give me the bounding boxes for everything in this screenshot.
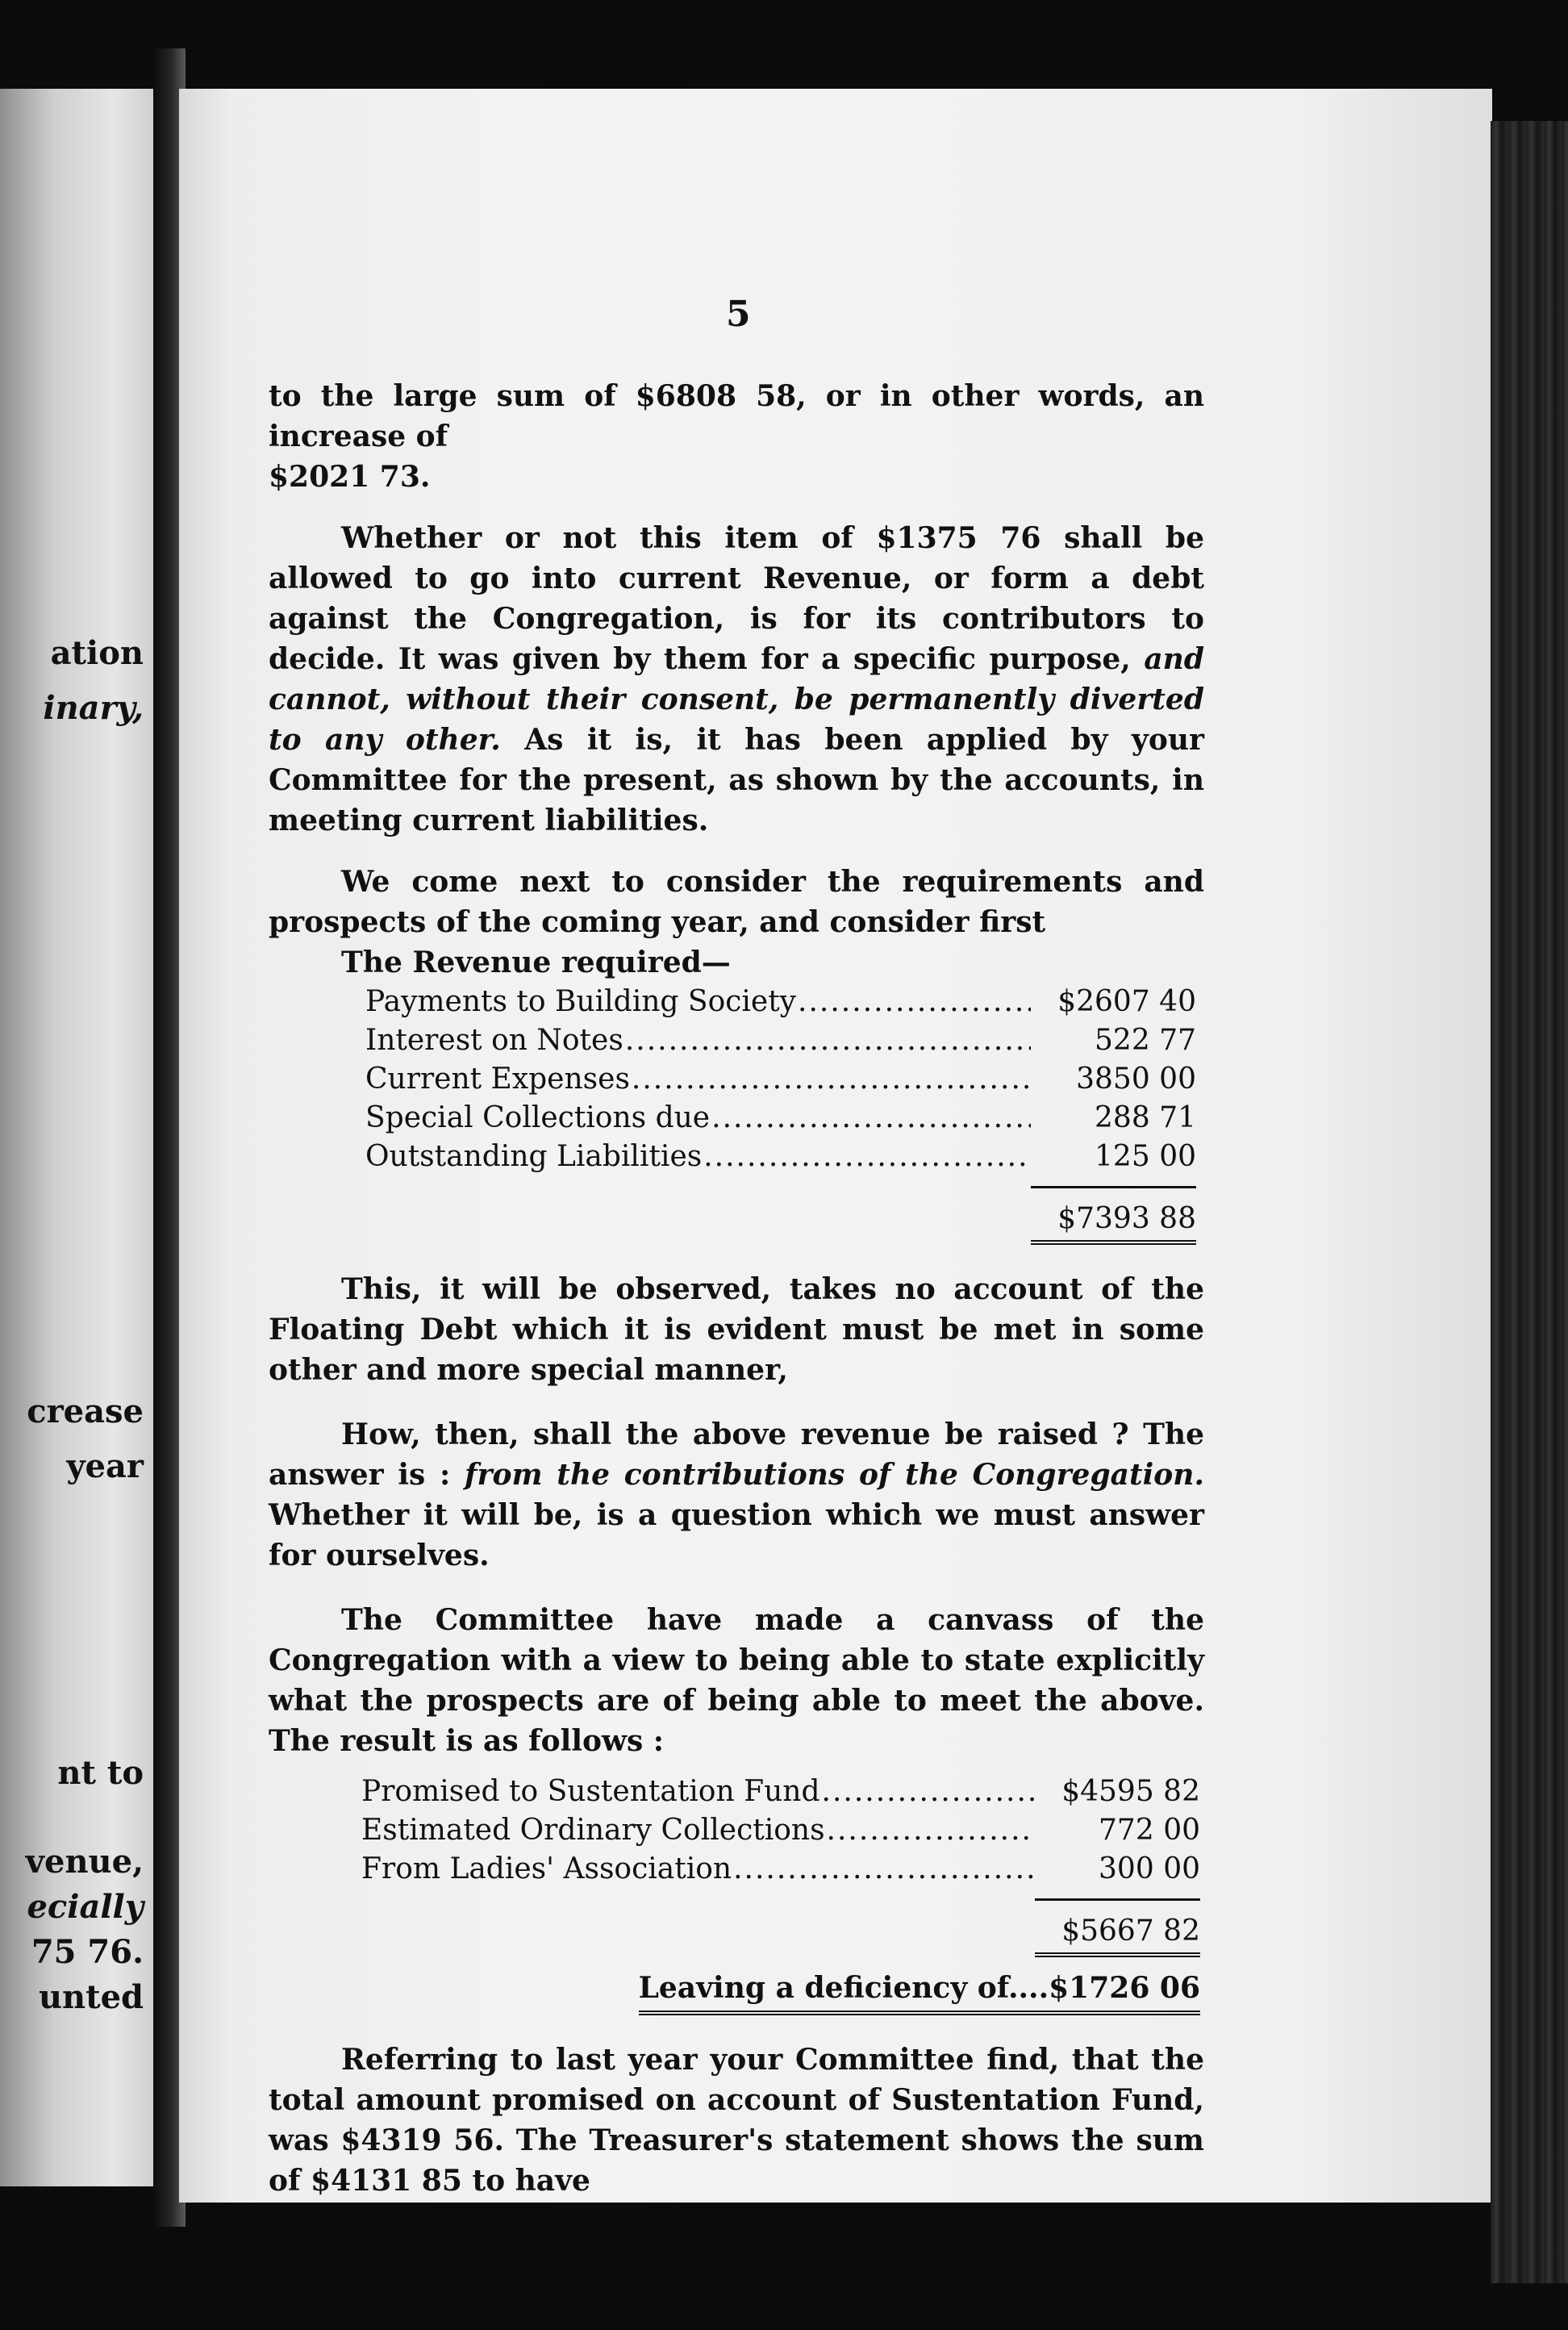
book-cover-edge: [1491, 121, 1568, 2283]
ledger-total-row: [361, 1889, 1200, 1957]
left-page-fragment: crease: [27, 1393, 144, 1430]
revenue-ledger: [365, 983, 1196, 1245]
left-page-fragment: 75 76.: [31, 1933, 144, 1971]
page-content: [269, 376, 1204, 2201]
italic-phrase: and cannot, without their consent, be permanently diverted to any other.: [269, 642, 1204, 757]
promise-total: $5667 82: [1035, 1898, 1200, 1957]
left-page-fragment: venue,: [25, 1843, 144, 1881]
paragraph-text: As it is, it has been applied by your Committee for the present, as shown by the accounts, in meeting current liabilities.: [269, 723, 1205, 837]
ledger-leader-dots: [825, 1811, 1035, 1850]
ledger-label: Promised to Sustentation Fund: [361, 1775, 820, 1808]
ledger-leader-dots: [820, 1773, 1036, 1811]
ledger-leader-dots: [702, 1138, 1031, 1176]
ledger-amount: 522 77: [1095, 1024, 1196, 1057]
paragraph-text: Whether or not this item of $1375 76 shall be allowed to go into current Revenue, or form a debt against the Congregation, is for its contributors to decide. It was given by them for a specific purpose,: [269, 521, 1204, 676]
deficiency-line: [639, 1969, 1200, 2015]
opening-line: to the large sum of $6808 58, or in other words, an increase of: [269, 379, 1204, 453]
ledger-amount: $4595 82: [1061, 1775, 1200, 1808]
left-page-fragment: nt to: [57, 1754, 144, 1792]
left-page-fragment: ation: [50, 634, 144, 672]
ledger-label: From Ladies' Association: [361, 1852, 732, 1885]
deficiency-amount: $1726 06: [1049, 1971, 1200, 2005]
ledger-row: [365, 1021, 1196, 1060]
ledger-total-row: [365, 1176, 1196, 1245]
ledger-label: Outstanding Liabilities: [365, 1140, 703, 1173]
italic-phrase: from the contributions of the Congregation.: [465, 1458, 1204, 1492]
ledger-leader-dots: [630, 1060, 1031, 1099]
paragraph-floating-debt: This, it will be observed, takes no account of the Floating Debt which it is evident must be met in some other and more special manner,: [269, 1272, 1204, 1387]
paragraph-last-year: Referring to last year your Committee find, that the total amount promised on account of Sustentation Fund, was $4319 56. The Treasurer's statement shows the sum of $4131 85 to have: [269, 2043, 1204, 2198]
left-page-fragment: inary,: [43, 689, 144, 727]
ledger-row: [365, 1099, 1196, 1138]
paragraph-how-raised: [269, 1414, 1204, 1576]
paragraph-text: Whether it will be, is a question which we must answer for ourselves.: [269, 1498, 1204, 1572]
ledger-amount: 772 00: [1099, 1814, 1200, 1847]
ledger-leader-dots: [796, 983, 1031, 1021]
ledger-row: [365, 1060, 1196, 1099]
ledger-row: [365, 983, 1196, 1021]
ledger-leader-dots: [732, 1850, 1035, 1889]
revenue-heading: The Revenue required—: [341, 946, 731, 979]
page-number: 5: [726, 294, 751, 335]
ledger-amount: 300 00: [1099, 1852, 1200, 1885]
paragraph-requirements: We come next to consider the requirements and prospects of the coming year, and consider first: [269, 865, 1204, 939]
paragraph-text: How, then, shall the above revenue be raised ? The answer is :: [269, 1418, 1204, 1492]
ledger-label: Interest on Notes: [365, 1024, 623, 1057]
opening-line: $2021 73.: [269, 460, 431, 494]
ledger-row: [365, 1138, 1196, 1176]
ledger-amount: 288 71: [1095, 1101, 1196, 1134]
paragraph-item-allowance: [269, 518, 1204, 841]
ledger-amount: $2607 40: [1057, 985, 1196, 1018]
revenue-total: $7393 88: [1031, 1186, 1196, 1245]
ledger-amount: 3850 00: [1076, 1063, 1196, 1096]
left-page-fragment: year: [66, 1447, 144, 1485]
ledger-row: [361, 1773, 1200, 1811]
deficiency-label: Leaving a deficiency of....: [638, 1971, 1049, 2005]
deficiency-row: [361, 1969, 1200, 2015]
ledger-leader-dots: [710, 1099, 1031, 1138]
left-page-fragment: ecially: [27, 1888, 144, 1926]
ledger-label: Payments to Building Society: [365, 985, 797, 1018]
left-facing-page: [0, 89, 153, 2186]
ledger-amount: 125 00: [1095, 1140, 1196, 1173]
ledger-label: Estimated Ordinary Collections: [361, 1814, 825, 1847]
promise-ledger: [361, 1773, 1200, 2015]
ledger-leader-dots: [623, 1021, 1031, 1060]
paragraph-canvass: The Committee have made a canvass of the Congregation with a view to being able to state explicitly what the prospects are of being able to meet the above. The result is as follows :: [269, 1603, 1204, 1758]
ledger-label: Special Collections due: [365, 1101, 711, 1134]
left-page-fragment: unted: [38, 1978, 144, 2016]
ledger-label: Current Expenses: [365, 1063, 630, 1096]
ledger-row: [361, 1850, 1200, 1889]
ledger-row: [361, 1811, 1200, 1850]
